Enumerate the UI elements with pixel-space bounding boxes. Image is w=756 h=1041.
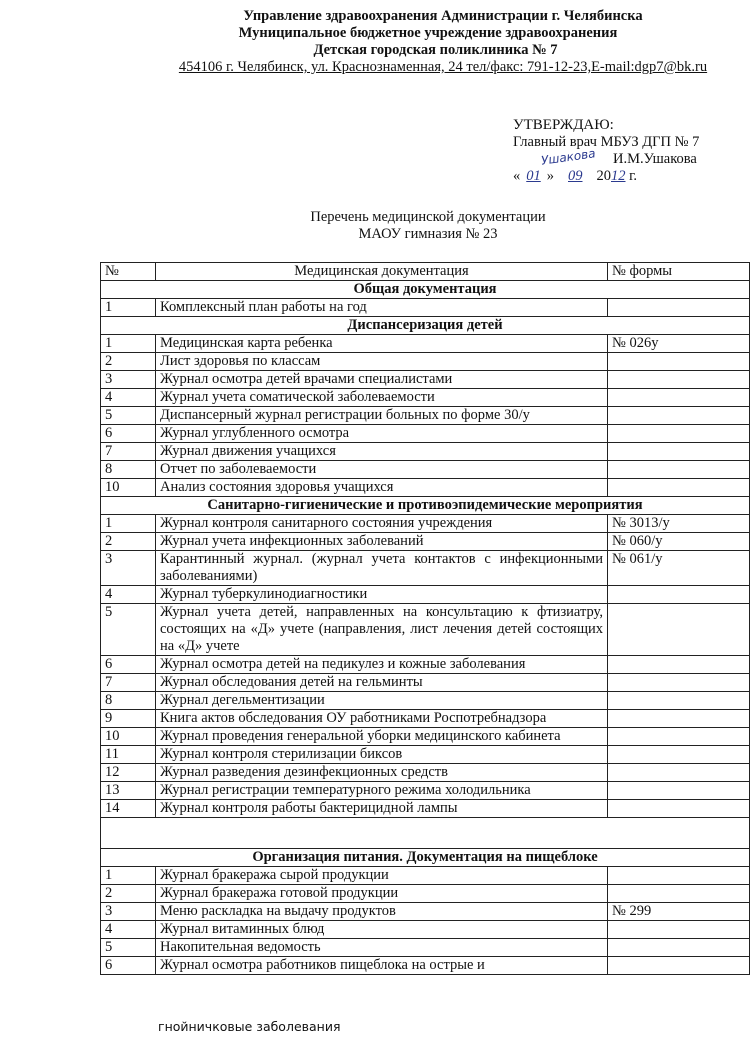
org-address: 454106 г. Челябинск, ул. Краснознаменная, 24 тел/факс: 791-12-23,E-mail:dgp7@bk.ru [178, 59, 708, 75]
row-document: Журнал контроля санитарного состояния учреждения [156, 515, 608, 533]
table-row [101, 800, 750, 818]
table-row [101, 586, 750, 604]
row-form: № 061/у [608, 551, 750, 586]
title-line-2: МАОУ гимназия № 23 [358, 226, 498, 242]
row-number: 3 [101, 371, 156, 389]
table-row [101, 443, 750, 461]
row-form [608, 656, 750, 674]
row-document: Анализ состояния здоровья учащихся [156, 479, 608, 497]
row-number: 12 [101, 764, 156, 782]
row-form: № 060/у [608, 533, 750, 551]
row-form [608, 764, 750, 782]
overflow-text: гнойничковые заболевания [158, 1019, 341, 1034]
table-row [101, 957, 750, 975]
section-row [101, 497, 750, 515]
row-number: 5 [101, 604, 156, 656]
table-row [101, 371, 750, 389]
table-row [101, 335, 750, 353]
approval-title: УТВЕРЖДАЮ: [513, 117, 614, 133]
row-document: Журнал витаминных блюд [156, 921, 608, 939]
org-line-2: Муниципальное бюджетное учреждение здравоохранения [238, 25, 618, 41]
row-form [608, 782, 750, 800]
row-document: Журнал проведения генеральной уборки медицинского кабинета [156, 728, 608, 746]
approval-position: Главный врач МБУЗ ДГП № 7 [513, 134, 700, 150]
row-form [608, 710, 750, 728]
table-row [101, 728, 750, 746]
row-number: 1 [101, 335, 156, 353]
table-row [101, 782, 750, 800]
table-row [101, 692, 750, 710]
row-document: Журнал учета детей, направленных на консультацию к фтизиатру, состоящих на «Д» учете (направления, лист лечения детей состоящих на «Д» учете [156, 604, 608, 656]
documentation-table [100, 262, 750, 975]
approval-name: И.М.Ушакова [613, 151, 697, 167]
table-row [101, 903, 750, 921]
row-form: № 026у [608, 335, 750, 353]
row-document: Карантинный журнал. (журнал учета контактов с инфекционными заболеваниями) [156, 551, 608, 586]
row-document: Журнал учета инфекционных заболеваний [156, 533, 608, 551]
table-row [101, 407, 750, 425]
row-form [608, 957, 750, 975]
signature-line [513, 146, 699, 168]
row-form: № 299 [608, 903, 750, 921]
table-row [101, 461, 750, 479]
row-document: Журнал контроля работы бактерицидной лампы [156, 800, 608, 818]
table-row [101, 425, 750, 443]
row-form [608, 371, 750, 389]
row-document: Журнал учета соматической заболеваемости [156, 389, 608, 407]
row-document: Журнал контроля стерилизации биксов [156, 746, 608, 764]
row-document: Журнал разведения дезинфекционных средств [156, 764, 608, 782]
row-number: 6 [101, 656, 156, 674]
table-row [101, 921, 750, 939]
row-form [608, 461, 750, 479]
table-row [101, 551, 750, 586]
row-form [608, 692, 750, 710]
row-document: Журнал углубленного осмотра [156, 425, 608, 443]
row-number: 7 [101, 443, 156, 461]
row-document: Журнал бракеража сырой продукции [156, 867, 608, 885]
table-row [101, 674, 750, 692]
row-form: № 3013/у [608, 515, 750, 533]
row-document: Медицинская карта ребенка [156, 335, 608, 353]
table-row [101, 764, 750, 782]
row-number: 8 [101, 461, 156, 479]
row-number: 10 [101, 728, 156, 746]
row-form [608, 885, 750, 903]
row-document: Отчет по заболеваемости [156, 461, 608, 479]
row-number: 14 [101, 800, 156, 818]
row-number: 6 [101, 957, 156, 975]
org-line-3: Детская городская поликлиника № 7 [313, 42, 558, 58]
row-form [608, 674, 750, 692]
row-document: Комплексный план работы на год [156, 299, 608, 317]
row-number: 1 [101, 867, 156, 885]
section-row [101, 281, 750, 299]
table-row [101, 479, 750, 497]
row-number: 9 [101, 710, 156, 728]
table-row [101, 299, 750, 317]
row-number: 3 [101, 903, 156, 921]
spacer-cell [101, 818, 750, 849]
section-title: Диспансеризация детей [101, 317, 750, 335]
row-document: Накопительная ведомость [156, 939, 608, 957]
row-form [608, 425, 750, 443]
row-form [608, 921, 750, 939]
row-number: 11 [101, 746, 156, 764]
row-number: 2 [101, 885, 156, 903]
row-number: 7 [101, 674, 156, 692]
date-month: 09 [568, 168, 583, 184]
section-title: Организация питания. Документация на пищеблоке [101, 849, 750, 867]
section-title: Санитарно-гигиенические и противоэпидемические мероприятия [101, 497, 750, 515]
row-form [608, 939, 750, 957]
table-row [101, 353, 750, 371]
row-document: Журнал регистрации температурного режима холодильника [156, 782, 608, 800]
row-document: Журнал осмотра работников пищеблока на острые и [156, 957, 608, 975]
table-row [101, 656, 750, 674]
row-form [608, 746, 750, 764]
row-document: Журнал осмотра детей врачами специалистами [156, 371, 608, 389]
section-row [101, 849, 750, 867]
row-document: Журнал дегельментизации [156, 692, 608, 710]
row-form [608, 800, 750, 818]
row-document: Журнал бракеража готовой продукции [156, 885, 608, 903]
row-document: Журнал обследования детей на гельминты [156, 674, 608, 692]
table-row [101, 533, 750, 551]
approval-date: « 01 » 09 2012 г. [513, 168, 638, 184]
row-form [608, 353, 750, 371]
row-number: 1 [101, 515, 156, 533]
row-form [608, 443, 750, 461]
row-form [608, 586, 750, 604]
row-number: 5 [101, 407, 156, 425]
table-row [101, 389, 750, 407]
row-form [608, 604, 750, 656]
row-form [608, 407, 750, 425]
date-year: 12 [611, 168, 626, 184]
row-document: Меню раскладка на выдачу продуктов [156, 903, 608, 921]
row-number: 4 [101, 389, 156, 407]
approval-block [513, 117, 699, 185]
handwritten-signature: Ушакова [540, 146, 597, 168]
row-document: Журнал туберкулинодиагностики [156, 586, 608, 604]
letterhead [0, 8, 756, 76]
row-form [608, 389, 750, 407]
row-document: Книга актов обследования ОУ работниками Роспотребнадзора [156, 710, 608, 728]
row-number: 2 [101, 353, 156, 371]
table-row [101, 710, 750, 728]
section-title: Общая документация [101, 281, 750, 299]
table-header-row [101, 263, 750, 281]
row-number: 10 [101, 479, 156, 497]
row-number: 1 [101, 299, 156, 317]
row-form [608, 728, 750, 746]
header-num: № [101, 263, 156, 281]
title-line-1: Перечень медицинской документации [310, 209, 546, 225]
row-number: 4 [101, 921, 156, 939]
table-row [101, 939, 750, 957]
org-line-1: Управление здравоохранения Администрации г. Челябинска [243, 8, 643, 24]
header-doc: Медицинская документация [156, 263, 608, 281]
table-row [101, 746, 750, 764]
row-document: Лист здоровья по классам [156, 353, 608, 371]
header-form: № формы [608, 263, 750, 281]
row-number: 4 [101, 586, 156, 604]
row-number: 6 [101, 425, 156, 443]
row-document: Журнал осмотра детей на педикулез и кожные заболевания [156, 656, 608, 674]
row-document: Диспансерный журнал регистрации больных по форме 30/у [156, 407, 608, 425]
document-title [0, 209, 756, 243]
spacer-row [101, 818, 750, 849]
row-form [608, 299, 750, 317]
section-row [101, 317, 750, 335]
row-number: 3 [101, 551, 156, 586]
table-row [101, 885, 750, 903]
table-row [101, 867, 750, 885]
row-form [608, 867, 750, 885]
table-row [101, 604, 750, 656]
row-number: 5 [101, 939, 156, 957]
row-form [608, 479, 750, 497]
row-number: 8 [101, 692, 156, 710]
row-number: 13 [101, 782, 156, 800]
date-day: 01 [526, 168, 541, 184]
table-row [101, 515, 750, 533]
row-number: 2 [101, 533, 156, 551]
row-document: Журнал движения учащихся [156, 443, 608, 461]
